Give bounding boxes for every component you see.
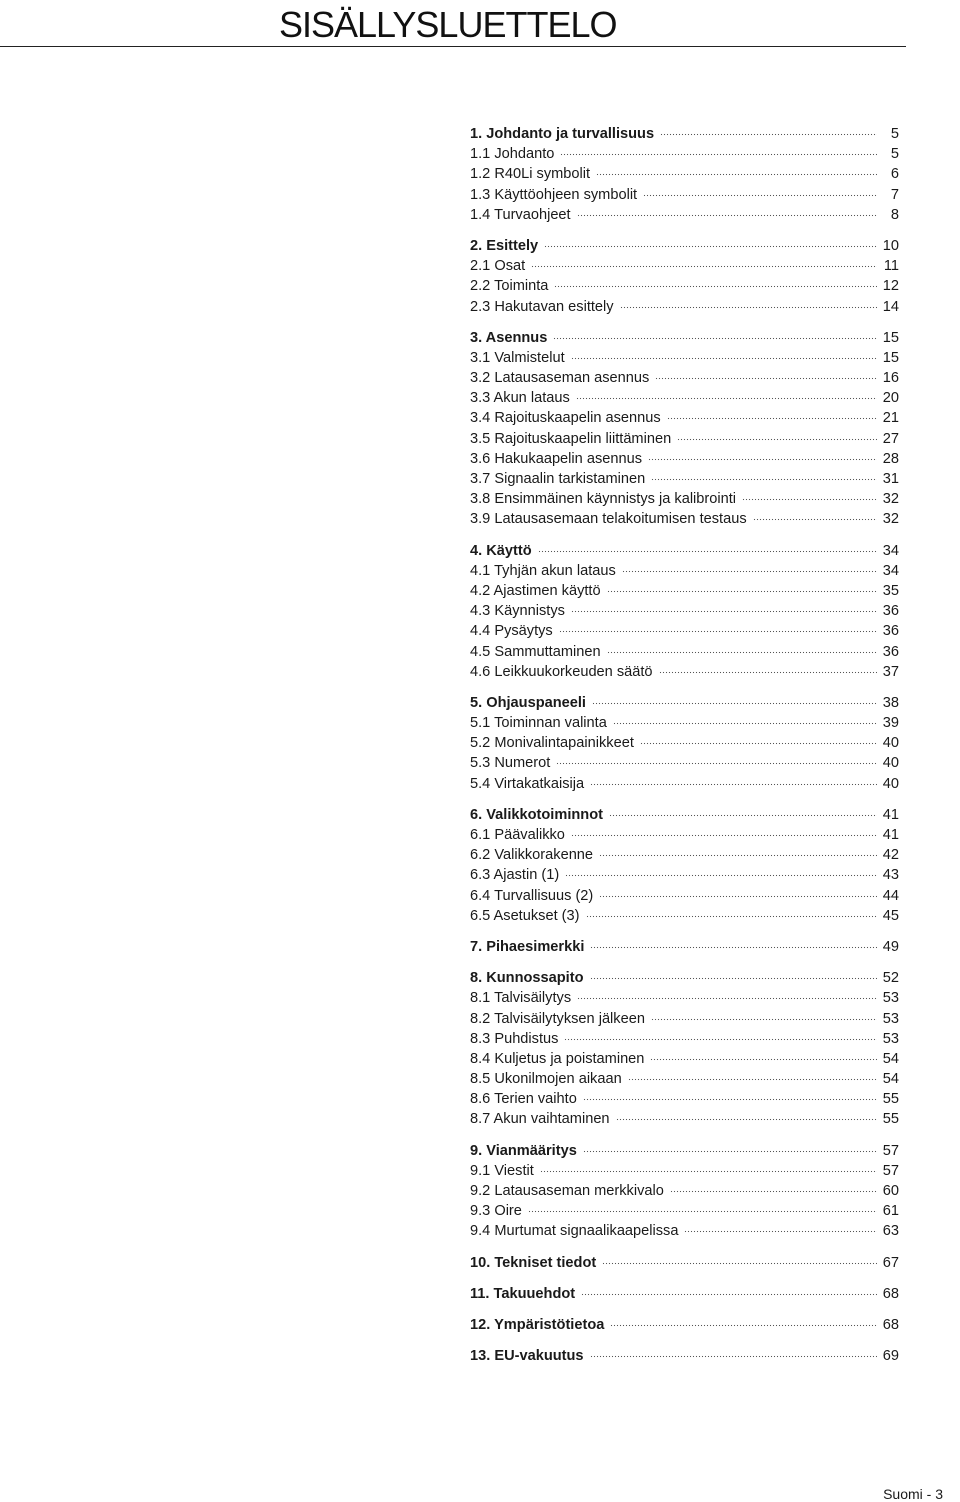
toc-subsection-entry[interactable] bbox=[470, 561, 899, 581]
toc-section bbox=[470, 1346, 899, 1366]
toc-chapter-entry[interactable] bbox=[470, 968, 899, 988]
toc-entry-page-number: 14 bbox=[882, 298, 899, 315]
toc-entry-label: 1.1 Johdanto bbox=[470, 146, 555, 163]
toc-entry-label: 8.5 Ukonilmojen aikaan bbox=[470, 1071, 622, 1088]
toc-entry-page-number: 52 bbox=[882, 970, 899, 987]
toc-entry-label: 4.3 Käynnistys bbox=[470, 603, 565, 620]
dot-leader bbox=[559, 630, 877, 634]
toc-entry-page-number: 53 bbox=[882, 1030, 899, 1047]
toc-entry-page-number: 67 bbox=[882, 1254, 899, 1271]
toc-subsection-entry[interactable] bbox=[470, 408, 899, 428]
toc-entry-page-number: 53 bbox=[882, 990, 899, 1007]
toc-entry-label: 9.1 Viestit bbox=[470, 1162, 534, 1179]
toc-entry-label: 3.1 Valmistelut bbox=[470, 349, 565, 366]
toc-entry-label: 9.4 Murtumat signaalikaapelissa bbox=[470, 1223, 679, 1240]
toc-chapter-entry[interactable] bbox=[470, 124, 899, 144]
toc-subsection-entry[interactable] bbox=[470, 733, 899, 753]
dot-leader bbox=[553, 337, 877, 341]
toc-subsection-entry[interactable] bbox=[470, 1109, 899, 1129]
toc-subsection-entry[interactable] bbox=[470, 164, 899, 184]
toc-subsection-entry[interactable] bbox=[470, 1161, 899, 1181]
toc-subsection-entry[interactable] bbox=[470, 469, 899, 489]
toc-entry-label: 1.4 Turvaohjeet bbox=[470, 206, 571, 223]
toc-subsection-entry[interactable] bbox=[470, 276, 899, 296]
dot-leader bbox=[528, 1210, 877, 1214]
toc-chapter-entry[interactable] bbox=[470, 693, 899, 713]
toc-chapter-entry[interactable] bbox=[470, 1284, 899, 1304]
dot-leader bbox=[576, 397, 877, 401]
toc-entry-page-number: 38 bbox=[882, 694, 899, 711]
dot-leader bbox=[651, 1018, 877, 1022]
toc-entry-label: 3. Asennus bbox=[470, 329, 548, 346]
dot-leader bbox=[643, 194, 877, 198]
toc-entry-label: 8.2 Talvisäilytyksen jälkeen bbox=[470, 1010, 645, 1027]
dot-leader bbox=[616, 1118, 877, 1122]
toc-entry-label: 5.2 Monivalintapainikkeet bbox=[470, 735, 634, 752]
toc-entry-label: 5.3 Numerot bbox=[470, 755, 551, 772]
title-divider bbox=[0, 46, 906, 47]
toc-entry-label: 4.5 Sammuttaminen bbox=[470, 643, 601, 660]
dot-leader bbox=[667, 417, 877, 421]
table-of-contents bbox=[470, 124, 899, 1377]
dot-leader bbox=[590, 977, 877, 981]
toc-entry-page-number: 69 bbox=[882, 1348, 899, 1365]
toc-entry-page-number: 10 bbox=[882, 237, 899, 254]
toc-entry-page-number: 36 bbox=[882, 643, 899, 660]
toc-subsection-entry[interactable] bbox=[470, 1049, 899, 1069]
dot-leader bbox=[564, 1038, 877, 1042]
dot-leader bbox=[556, 762, 877, 766]
dot-leader bbox=[628, 1078, 877, 1082]
toc-section bbox=[470, 937, 899, 957]
toc-chapter-entry[interactable] bbox=[470, 1315, 899, 1335]
toc-subsection-entry[interactable] bbox=[470, 509, 899, 529]
toc-entry-page-number: 34 bbox=[882, 542, 899, 559]
toc-entry-page-number: 43 bbox=[882, 867, 899, 884]
dot-leader bbox=[599, 895, 877, 899]
toc-entry-page-number: 39 bbox=[882, 715, 899, 732]
dot-leader bbox=[583, 1098, 877, 1102]
toc-entry-page-number: 21 bbox=[882, 410, 899, 427]
toc-entry-label: 8.1 Talvisäilytys bbox=[470, 990, 572, 1007]
toc-section bbox=[470, 693, 899, 794]
toc-subsection-entry[interactable] bbox=[470, 205, 899, 225]
toc-chapter-entry[interactable] bbox=[470, 541, 899, 561]
toc-entry-page-number: 31 bbox=[882, 471, 899, 487]
dot-leader bbox=[648, 458, 877, 462]
toc-subsection-entry[interactable] bbox=[470, 906, 899, 926]
dot-leader bbox=[670, 1190, 877, 1194]
toc-entry-page-number: 5 bbox=[890, 146, 899, 163]
toc-entry-page-number: 60 bbox=[882, 1183, 899, 1199]
toc-entry-label: 8.3 Puhdistus bbox=[470, 1030, 559, 1047]
dot-leader bbox=[602, 1262, 877, 1266]
toc-entry-label: 3.7 Signaalin tarkistaminen bbox=[470, 471, 646, 487]
toc-entry-page-number: 40 bbox=[882, 775, 899, 792]
toc-entry-page-number: 32 bbox=[882, 491, 899, 508]
toc-entry-page-number: 63 bbox=[882, 1223, 899, 1240]
toc-entry-label: 8.6 Terien vaihto bbox=[470, 1091, 577, 1108]
toc-section bbox=[470, 541, 899, 682]
toc-entry-label: 5. Ohjauspaneeli bbox=[470, 694, 586, 711]
toc-entry-page-number: 55 bbox=[882, 1111, 899, 1128]
dot-leader bbox=[583, 1150, 877, 1154]
toc-entry-page-number: 49 bbox=[882, 938, 899, 955]
toc-entry-label: 8. Kunnossapito bbox=[470, 970, 584, 987]
dot-leader bbox=[577, 997, 877, 1001]
toc-entry-label: 7. Pihaesimerkki bbox=[470, 938, 585, 955]
toc-entry-label: 4. Käyttö bbox=[470, 542, 532, 559]
dot-leader bbox=[560, 153, 877, 157]
toc-entry-page-number: 42 bbox=[882, 847, 899, 864]
page-title: SISÄLLYSLUETTELO bbox=[279, 4, 617, 45]
dot-leader bbox=[544, 245, 877, 249]
toc-subsection-entry[interactable] bbox=[470, 1221, 899, 1241]
toc-entry-label: 2.3 Hakutavan esittely bbox=[470, 298, 614, 315]
toc-entry-label: 12. Ympäristötietoa bbox=[470, 1316, 605, 1333]
toc-entry-label: 4.1 Tyhjän akun lataus bbox=[470, 562, 616, 579]
toc-chapter-entry[interactable] bbox=[470, 236, 899, 256]
dot-leader bbox=[613, 722, 877, 726]
dot-leader bbox=[599, 854, 877, 858]
toc-entry-page-number: 11 bbox=[883, 258, 899, 275]
toc-entry-label: 3.5 Rajoituskaapelin liittäminen bbox=[470, 430, 672, 447]
dot-leader bbox=[577, 214, 877, 218]
dot-leader bbox=[565, 874, 877, 878]
toc-entry-page-number: 12 bbox=[882, 278, 899, 295]
toc-subsection-entry[interactable] bbox=[470, 825, 899, 845]
toc-entry-page-number: 53 bbox=[882, 1010, 899, 1027]
toc-entry-page-number: 41 bbox=[882, 827, 899, 843]
toc-chapter-entry[interactable] bbox=[470, 328, 899, 348]
toc-subsection-entry[interactable] bbox=[470, 1029, 899, 1049]
toc-subsection-entry[interactable] bbox=[470, 368, 899, 388]
dot-leader bbox=[655, 377, 877, 381]
toc-entry-label: 4.4 Pysäytys bbox=[470, 623, 553, 640]
toc-subsection-entry[interactable] bbox=[470, 388, 899, 408]
toc-entry-page-number: 35 bbox=[882, 582, 899, 599]
dot-leader bbox=[610, 1324, 877, 1328]
toc-entry-label: 2.1 Osat bbox=[470, 258, 526, 275]
toc-entry-label: 6.3 Ajastin (1) bbox=[470, 867, 560, 884]
toc-subsection-entry[interactable] bbox=[470, 642, 899, 662]
toc-section bbox=[470, 1141, 899, 1242]
toc-entry-label: 3.3 Akun lataus bbox=[470, 390, 570, 407]
toc-entry-label: 1.3 Käyttöohjeen symbolit bbox=[470, 186, 638, 203]
toc-entry-page-number: 68 bbox=[882, 1285, 899, 1302]
dot-leader bbox=[607, 651, 877, 655]
dot-leader bbox=[650, 1058, 877, 1062]
toc-section bbox=[470, 124, 899, 225]
dot-leader bbox=[540, 1170, 877, 1174]
toc-chapter-entry[interactable] bbox=[470, 937, 899, 957]
toc-section bbox=[470, 805, 899, 926]
toc-entry-page-number: 36 bbox=[882, 603, 899, 620]
toc-section bbox=[470, 1284, 899, 1304]
toc-entry-label: 5.4 Virtakatkaisija bbox=[470, 775, 585, 792]
toc-subsection-entry[interactable] bbox=[470, 1089, 899, 1109]
toc-entry-page-number: 57 bbox=[882, 1162, 899, 1179]
toc-entry-page-number: 15 bbox=[882, 349, 899, 366]
toc-entry-label: 3.2 Latausaseman asennus bbox=[470, 370, 650, 387]
toc-entry-page-number: 34 bbox=[882, 562, 899, 579]
dot-leader bbox=[571, 834, 877, 838]
toc-entry-label: 3.8 Ensimmäinen käynnistys ja kalibrointi bbox=[470, 491, 737, 508]
toc-entry-label: 6. Valikkotoiminnot bbox=[470, 806, 603, 823]
toc-entry-label: 4.6 Leikkuukorkeuden säätö bbox=[470, 663, 653, 680]
toc-entry-page-number: 40 bbox=[882, 735, 899, 752]
dot-leader bbox=[620, 306, 877, 310]
toc-entry-page-number: 6 bbox=[890, 166, 899, 183]
toc-section bbox=[470, 236, 899, 317]
toc-section bbox=[470, 328, 899, 530]
toc-entry-page-number: 61 bbox=[882, 1203, 899, 1220]
toc-entry-label: 6.5 Asetukset (3) bbox=[470, 907, 580, 924]
toc-entry-label: 6.4 Turvallisuus (2) bbox=[470, 887, 594, 904]
toc-chapter-entry[interactable] bbox=[470, 1253, 899, 1273]
dot-leader bbox=[609, 814, 877, 818]
dot-leader bbox=[753, 518, 877, 522]
toc-subsection-entry[interactable] bbox=[470, 1181, 899, 1201]
dot-leader bbox=[677, 438, 877, 442]
dot-leader bbox=[607, 590, 877, 594]
toc-subsection-entry[interactable] bbox=[470, 886, 899, 906]
toc-subsection-entry[interactable] bbox=[470, 429, 899, 449]
dot-leader bbox=[586, 915, 877, 919]
toc-entry-page-number: 45 bbox=[882, 907, 899, 924]
dot-leader bbox=[590, 946, 877, 950]
toc-entry-page-number: 37 bbox=[882, 663, 899, 680]
toc-entry-label: 4.2 Ajastimen käyttö bbox=[470, 582, 601, 599]
dot-leader bbox=[651, 478, 877, 482]
toc-chapter-entry[interactable] bbox=[470, 805, 899, 825]
toc-entry-page-number: 40 bbox=[882, 755, 899, 772]
toc-entry-page-number: 32 bbox=[882, 511, 899, 528]
toc-entry-label: 6.2 Valikkorakenne bbox=[470, 847, 594, 864]
toc-entry-label: 1. Johdanto ja turvallisuus bbox=[470, 126, 655, 142]
dot-leader bbox=[640, 742, 877, 746]
dot-leader bbox=[660, 133, 877, 137]
toc-entry-label: 3.6 Hakukaapelin asennus bbox=[470, 450, 643, 467]
dot-leader bbox=[571, 610, 877, 614]
toc-entry-label: 13. EU-vakuutus bbox=[470, 1348, 584, 1365]
dot-leader bbox=[554, 285, 877, 289]
toc-entry-label: 11. Takuuehdot bbox=[470, 1285, 576, 1302]
dot-leader bbox=[571, 357, 877, 361]
toc-subsection-entry[interactable] bbox=[470, 297, 899, 317]
toc-subsection-entry[interactable] bbox=[470, 988, 899, 1008]
toc-entry-page-number: 68 bbox=[882, 1316, 899, 1333]
toc-subsection-entry[interactable] bbox=[470, 845, 899, 865]
toc-entry-label: 8.7 Akun vaihtaminen bbox=[470, 1111, 610, 1128]
dot-leader bbox=[742, 498, 877, 502]
toc-subsection-entry[interactable] bbox=[470, 256, 899, 276]
toc-entry-page-number: 8 bbox=[890, 206, 899, 223]
toc-entry-page-number: 15 bbox=[882, 329, 899, 346]
toc-entry-page-number: 27 bbox=[882, 430, 899, 447]
toc-chapter-entry[interactable] bbox=[470, 1141, 899, 1161]
dot-leader bbox=[684, 1230, 877, 1234]
toc-entry-label: 10. Tekniset tiedot bbox=[470, 1254, 597, 1271]
dot-leader bbox=[596, 173, 877, 177]
toc-subsection-entry[interactable] bbox=[470, 1201, 899, 1221]
toc-chapter-entry[interactable] bbox=[470, 1346, 899, 1366]
toc-entry-label: 1.2 R40Li symbolit bbox=[470, 166, 591, 183]
toc-section bbox=[470, 1315, 899, 1335]
dot-leader bbox=[581, 1293, 877, 1297]
toc-entry-page-number: 57 bbox=[882, 1142, 899, 1159]
toc-entry-page-number: 7 bbox=[890, 186, 899, 203]
toc-entry-label: 6.1 Päävalikko bbox=[470, 827, 565, 843]
toc-subsection-entry[interactable] bbox=[470, 144, 899, 164]
toc-entry-page-number: 44 bbox=[882, 887, 899, 904]
toc-entry-label: 5.1 Toiminnan valinta bbox=[470, 715, 607, 732]
toc-subsection-entry[interactable] bbox=[470, 774, 899, 794]
toc-subsection-entry[interactable] bbox=[470, 581, 899, 601]
dot-leader bbox=[538, 550, 877, 554]
toc-entry-page-number: 41 bbox=[882, 806, 899, 823]
toc-subsection-entry[interactable] bbox=[470, 489, 899, 509]
toc-subsection-entry[interactable] bbox=[470, 449, 899, 469]
dot-leader bbox=[590, 783, 877, 787]
toc-entry-label: 9.3 Oire bbox=[470, 1203, 522, 1220]
toc-subsection-entry[interactable] bbox=[470, 185, 899, 205]
dot-leader bbox=[590, 1355, 877, 1359]
toc-entry-page-number: 54 bbox=[882, 1071, 899, 1088]
toc-entry-page-number: 16 bbox=[882, 370, 899, 387]
dot-leader bbox=[622, 570, 877, 574]
toc-entry-page-number: 55 bbox=[882, 1091, 899, 1108]
dot-leader bbox=[592, 702, 877, 706]
toc-entry-page-number: 36 bbox=[882, 623, 899, 640]
toc-subsection-entry[interactable] bbox=[470, 601, 899, 621]
toc-section bbox=[470, 1253, 899, 1273]
toc-entry-label: 2.2 Toiminta bbox=[470, 278, 549, 295]
toc-subsection-entry[interactable] bbox=[470, 753, 899, 773]
toc-subsection-entry[interactable] bbox=[470, 865, 899, 885]
toc-entry-page-number: 20 bbox=[882, 390, 899, 407]
toc-entry-page-number: 28 bbox=[882, 450, 899, 467]
toc-subsection-entry[interactable] bbox=[470, 621, 899, 641]
toc-entry-page-number: 5 bbox=[890, 126, 899, 142]
toc-entry-label: 3.4 Rajoituskaapelin asennus bbox=[470, 410, 661, 427]
toc-section bbox=[470, 968, 899, 1130]
toc-subsection-entry[interactable] bbox=[470, 662, 899, 682]
toc-subsection-entry[interactable] bbox=[470, 713, 899, 733]
toc-entry-label: 2. Esittely bbox=[470, 237, 539, 254]
toc-entry-label: 9.2 Latausaseman merkkivalo bbox=[470, 1183, 664, 1199]
toc-entry-page-number: 54 bbox=[882, 1050, 899, 1067]
page-footer: Suomi - 3 bbox=[883, 1486, 943, 1502]
toc-entry-label: 9. Vianmääritys bbox=[470, 1142, 577, 1159]
toc-subsection-entry[interactable] bbox=[470, 1009, 899, 1029]
toc-entry-label: 8.4 Kuljetus ja poistaminen bbox=[470, 1050, 645, 1067]
toc-subsection-entry[interactable] bbox=[470, 348, 899, 368]
dot-leader bbox=[531, 265, 877, 269]
toc-subsection-entry[interactable] bbox=[470, 1069, 899, 1089]
dot-leader bbox=[659, 671, 877, 675]
toc-entry-label: 3.9 Latausasemaan telakoitumisen testaus bbox=[470, 511, 747, 528]
